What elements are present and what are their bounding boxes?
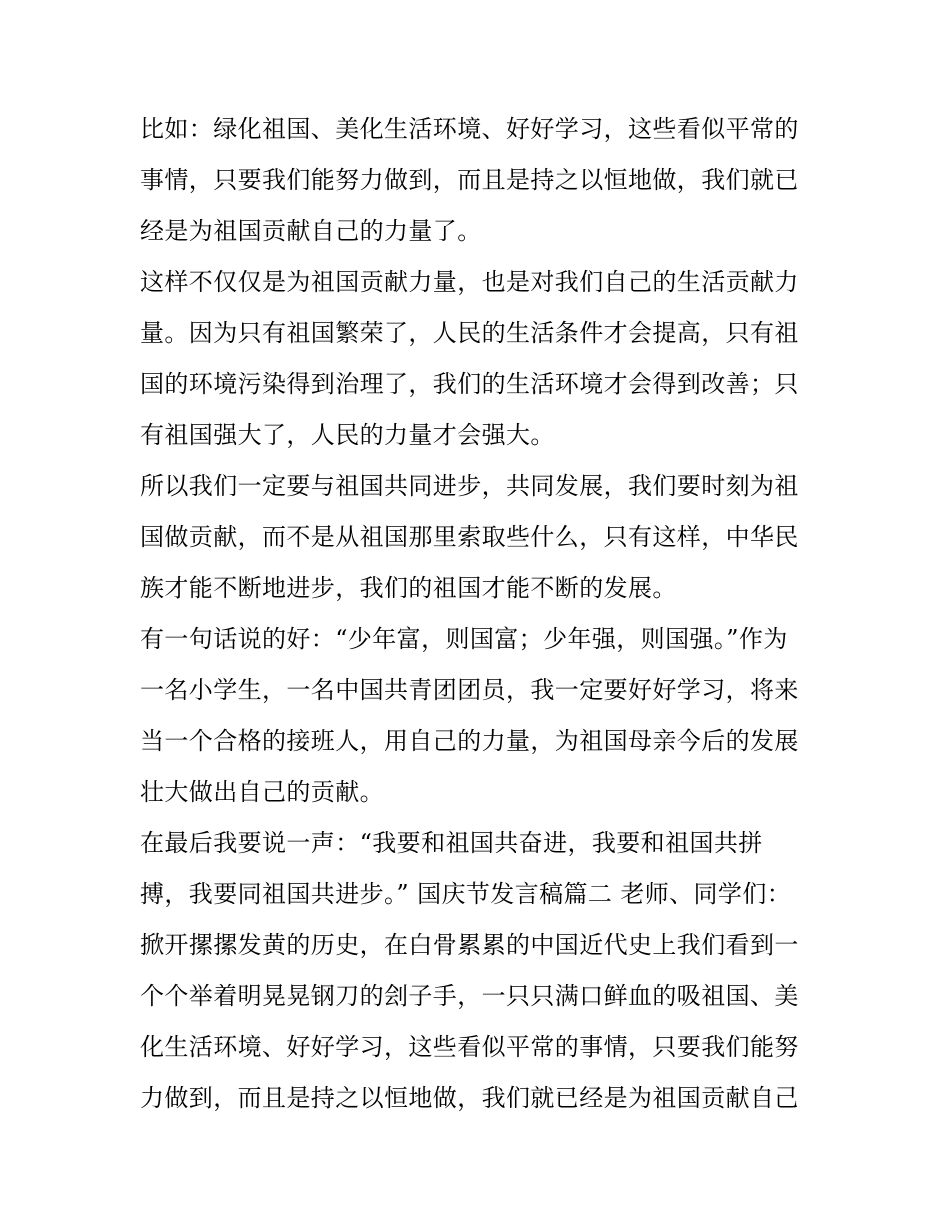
text-line-16: 搏，我要同祖国共进步。” 国庆节发言稿篇二 老师、同学们： — [140, 880, 792, 908]
text-line-4: 这样不仅仅是为祖国贡献力量，也是对我们自己的生活贡献力 — [140, 268, 799, 296]
text-line-2: 事情，只要我们能努力做到，而且是持之以恒地做，我们就已 — [140, 166, 799, 194]
body-text — [140, 109, 820, 1129]
text-line-13: 当一个合格的接班人，用自己的力量，为祖国母亲今后的发展 — [140, 727, 799, 755]
text-line-7: 有祖国强大了，人民的力量才会强大。 — [140, 421, 555, 449]
text-line-18: 个个举着明晃晃钢刀的刽子手，一只只满口鲜血的吸祖国、美 — [140, 982, 799, 1010]
text-line-11: 有一句话说的好：“少年富，则国富；少年强，则国强。”作为 — [140, 625, 788, 653]
text-line-8: 所以我们一定要与祖国共同进步，共同发展，我们要时刻为祖 — [140, 472, 799, 500]
text-line-10: 族才能不断地进步，我们的祖国才能不断的发展。 — [140, 574, 677, 602]
text-line-14: 壮大做出自己的贡献。 — [140, 778, 384, 806]
text-line-15: 在最后我要说一声：“我要和祖国共奋进，我要和祖国共拼 — [140, 829, 763, 857]
text-line-3: 经是为祖国贡献自己的力量了。 — [140, 217, 482, 245]
text-line-6: 国的环境污染得到治理了，我们的生活环境才会得到改善；只 — [140, 370, 799, 398]
text-line-17: 掀开摞摞发黄的历史，在白骨累累的中国近代史上我们看到一 — [140, 931, 799, 959]
text-line-12: 一名小学生，一名中国共青团团员，我一定要好好学习，将来 — [140, 676, 799, 704]
text-line-5: 量。因为只有祖国繁荣了，人民的生活条件才会提高，只有祖 — [140, 319, 799, 347]
text-line-20: 力做到，而且是持之以恒地做，我们就已经是为祖国贡献自己 — [140, 1084, 799, 1112]
text-line-9: 国做贡献，而不是从祖国那里索取些什么，只有这样，中华民 — [140, 523, 799, 551]
text-line-1: 比如：绿化祖国、美化生活环境、好好学习，这些看似平常的 — [140, 115, 799, 143]
text-line-19: 化生活环境、好好学习，这些看似平常的事情，只要我们能努 — [140, 1033, 799, 1061]
